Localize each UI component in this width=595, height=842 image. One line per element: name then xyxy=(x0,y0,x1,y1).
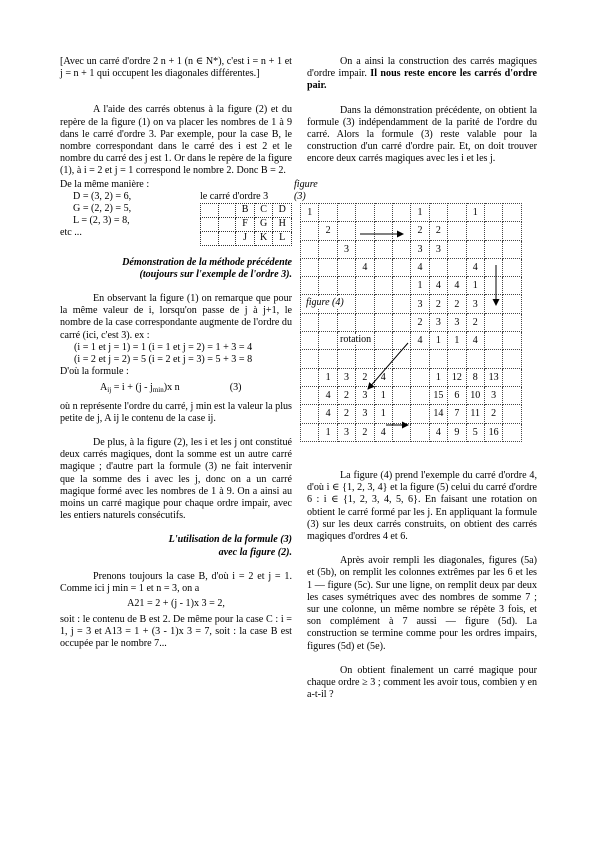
grid-cell: 1 xyxy=(411,277,429,295)
formula-sub: ij xyxy=(107,386,112,395)
paragraph-apres-avoir: Après avoir rempli les diagonales, figures (5a) et (5b), on remplit les colonnes extrêmes par les 6 et les 1 — figure (5c). Sur une ligne, on remplit deux par deux les cases symétriques avec des nombres de somme 7 ; sur une colonne, un même nombre se répète 3 fois, et son complément à 7 aussi — figure (5d). La construction se termine comme pour les ordres impairs, figures (5d) et (5e). xyxy=(307,555,537,652)
heading-utilisation-sub: avec la figure (2). xyxy=(218,546,292,558)
text-run-bold: Il nous reste encore les carrés d'ordre pair. xyxy=(307,68,537,92)
grid-cell: 4 xyxy=(411,332,429,350)
grid-cell: 1 xyxy=(429,332,447,350)
right-column xyxy=(307,56,537,166)
grid-cell: 4 xyxy=(429,423,447,441)
grid-cell: 1 xyxy=(429,368,447,386)
grid-cell: 3 xyxy=(448,313,466,331)
example-line: (i = 1 et j = 1) = 1 (i = 1 et j = 2) = 1 + 3 = 4 xyxy=(74,341,253,353)
grid-cell: 3 xyxy=(411,240,429,258)
grid-cell: 14 xyxy=(429,405,447,423)
grid-cell: 1 xyxy=(466,277,484,295)
grid-cell: 4 xyxy=(466,258,484,276)
meme-maniere-item: G = (2, 2) = 5, xyxy=(73,203,132,215)
grid-cell: B xyxy=(236,203,254,217)
paragraph-observant: En observant la figure (1) on remarque que pour la même valeur de i, lorsqu'on passe de j à j+1, le nombre de la case correspondante augmente de l'ordre du carré (ici, c'est 3). ex : xyxy=(60,293,292,341)
formula-sub: min xyxy=(152,386,164,395)
figure-3-block xyxy=(60,178,318,244)
grid-cell: 4 xyxy=(374,368,392,386)
grid-cell: 3 xyxy=(337,368,355,386)
grid-cell: 4 xyxy=(448,277,466,295)
paragraph-finalement: On obtient finalement un carré magique pour chaque ordre ≥ 3 ; comment les avoir tous, combien y en a-t-il ? xyxy=(307,664,537,701)
grid-cell: 2 xyxy=(411,222,429,240)
grid-cell: 1 xyxy=(466,204,484,222)
grid-cell: 1 xyxy=(319,368,337,386)
grid-cell: 4 xyxy=(356,258,374,276)
grid-cell: 2 xyxy=(484,405,502,423)
grid-cell: 2 xyxy=(356,368,374,386)
grid-cell: 15 xyxy=(429,386,447,404)
formula-text: A xyxy=(100,382,108,394)
grid-cell: D xyxy=(273,203,292,217)
grid-cell: 2 xyxy=(411,313,429,331)
paragraph-ou-n: où n représente l'ordre du carré, j min est la valeur la plus petite de j, A ij le contenu de la case ij. xyxy=(60,400,292,424)
grid-cell: 10 xyxy=(466,386,484,404)
grid-cell: 1 xyxy=(301,204,319,222)
grid-cell: 4 xyxy=(319,386,337,404)
example-line: (i = 2 et j = 2) = 5 (i = 2 et j = 3) = 5 + 3 = 8 xyxy=(74,354,253,366)
grid-cell: 4 xyxy=(319,405,337,423)
grid-cell: 4 xyxy=(466,332,484,350)
grid-cell: 2 xyxy=(429,295,447,313)
grid-cell: 3 xyxy=(356,386,374,404)
formula-number: (3) xyxy=(229,382,242,394)
text-run: On a ainsi la construction des carrés magiques d'ordre impair. xyxy=(307,56,537,80)
grid-cell: H xyxy=(273,217,292,231)
meme-maniere-label: De la même manière : xyxy=(60,178,150,190)
figure-3-caption: figure (3) xyxy=(294,178,318,202)
grid-cell: 8 xyxy=(466,368,484,386)
grid-cell: 2 xyxy=(466,313,484,331)
paragraph-construction-impair xyxy=(307,56,537,93)
paragraph-aide-carres: A l'aide des carrés obtenus à la figure (2) et du repère de la figure (1) on va placer les nombres de 1 à 9 dans le carré d'ordre 3. Par exemple, pour la case B, le nombre correspondant dans le carré des i est 2 et le nombre du carré des j est 1. Or dans le repère de la figure (1), à i = 2 et j = 1 correspond le nombre 2. Donc B = 2. xyxy=(60,104,292,177)
grid-cell: 3 xyxy=(337,240,355,258)
paragraph-avec-carre: [Avec un carré d'ordre 2 n + 1 (n ∈ N*), c'est i = n + 1 et j = n + 1 qui occupent les diagonales différentes.] xyxy=(60,56,292,80)
meme-maniere-item: etc ... xyxy=(60,227,82,239)
meme-maniere-list xyxy=(60,179,149,240)
grid-cell: 3 xyxy=(484,386,502,404)
grid-cell: 16 xyxy=(484,423,502,441)
formula-text: = i + (j - j xyxy=(111,382,153,394)
formula-lead: D'où la formule : xyxy=(60,366,129,378)
figure-4-5-grid xyxy=(300,203,522,442)
rotation-label: rotation xyxy=(340,334,372,345)
paragraph-figure-4: La figure (4) prend l'exemple du carré d'ordre 4, d'où i ∈ {1, 2, 3, 4} et la figure (5) celui du carré d'ordre 6 : i ∈ {1, 2, 3, 4, 5, 6}. En faisant une rotation on obtient le carré formé par les j. En appliquant la formule (3) sur les deux carrés construits, on obtient des carrés magiques d'ordres 4 et 6. xyxy=(307,470,537,543)
grid-cell: 3 xyxy=(356,405,374,423)
figure-3-subcaption: le carré d'ordre 3 xyxy=(200,190,269,202)
arrow-rotation xyxy=(368,343,408,389)
grid-cell: 2 xyxy=(319,222,337,240)
grid-cell: 4 xyxy=(429,277,447,295)
paragraph-soit: soit : le contenu de B est 2. De même pour la case C : i = 1, j = 3 et A13 = 1 + (3 - 1)x 3 = 7, soit : la case B est occupée par le nombre 7... xyxy=(60,613,292,649)
formula-3 xyxy=(60,382,292,394)
figure-arrows xyxy=(300,203,532,443)
grid-cell: 3 xyxy=(429,313,447,331)
heading-utilisation: L'utilisation de la formule (3) xyxy=(168,534,292,546)
grid-cell: 1 xyxy=(374,386,392,404)
grid-cell: 7 xyxy=(448,405,466,423)
heading-demonstration: Démonstration de la méthode précédente xyxy=(122,256,292,268)
grid-cell: 1 xyxy=(319,423,337,441)
grid-cell: 12 xyxy=(448,368,466,386)
grid-cell: F xyxy=(236,217,254,231)
grid-cell: 9 xyxy=(448,423,466,441)
grid-cell: 11 xyxy=(466,405,484,423)
meme-maniere-item: L = (2, 3) = 8, xyxy=(73,215,130,227)
grid-cell: 2 xyxy=(429,222,447,240)
figure-4-label: figure (4) xyxy=(306,297,344,308)
formula-text: )x n xyxy=(163,382,180,394)
left-column xyxy=(60,56,318,650)
grid-cell: 13 xyxy=(484,368,502,386)
right-column-lower xyxy=(307,470,537,701)
grid-cell: 3 xyxy=(337,423,355,441)
heading-demonstration-sub: (toujours sur l'exemple de l'ordre 3). xyxy=(139,268,292,280)
grid-cell: 5 xyxy=(466,423,484,441)
grid-cell: 3 xyxy=(411,295,429,313)
paragraph-demonstration-precedente: Dans la démonstration précédente, on obtient la formule (3) indépendamment de la parité de l'ordre du carré. Alors la formule (3) reste valable pour la construction d'un carré d'ordre pair. Et, on doit trouver encore deux carrés magiques avec les i et les j. xyxy=(307,104,537,165)
grid-cell: 3 xyxy=(429,240,447,258)
grid-cell: 2 xyxy=(356,423,374,441)
grid-cell: 3 xyxy=(466,295,484,313)
grid-cell: J xyxy=(236,231,254,245)
grid-cell: 1 xyxy=(411,204,429,222)
grid-cell: 4 xyxy=(374,423,392,441)
grid-cell: L xyxy=(273,231,292,245)
paragraph-prenons: Prenons toujours la case B, d'où i = 2 et j = 1. Comme ici j min = 1 et n = 3, on a xyxy=(60,570,292,595)
grid-cell: 6 xyxy=(448,386,466,404)
figure-3-grid xyxy=(200,203,292,246)
grid-cell: G xyxy=(254,217,273,231)
grid-cell: K xyxy=(254,231,273,245)
grid-cell: 2 xyxy=(337,386,355,404)
grid-cell: C xyxy=(254,203,273,217)
grid-cell: 4 xyxy=(411,258,429,276)
meme-maniere-item: D = (3, 2) = 6, xyxy=(73,190,132,202)
grid-cell: 1 xyxy=(374,405,392,423)
grid-cell: 2 xyxy=(337,405,355,423)
formula-a21: A21 = 2 + (j - 1)x 3 = 2, xyxy=(127,598,225,610)
grid-cell: 2 xyxy=(448,295,466,313)
paragraph-de-plus: De plus, à la figure (2), les i et les j ont constitué deux carrés magiques, dont la somme est un autre carré magique ; d'autre part la formule (3) ne fait intervenir que la somme des i avec les j, donc on a un carré magique formé avec les nombres de 1 à 9. On a ainsi au moins un carré magique pour chaque ordre impair, avec les entiers naturels consécutifs. xyxy=(60,437,292,522)
grid-cell: 1 xyxy=(448,332,466,350)
